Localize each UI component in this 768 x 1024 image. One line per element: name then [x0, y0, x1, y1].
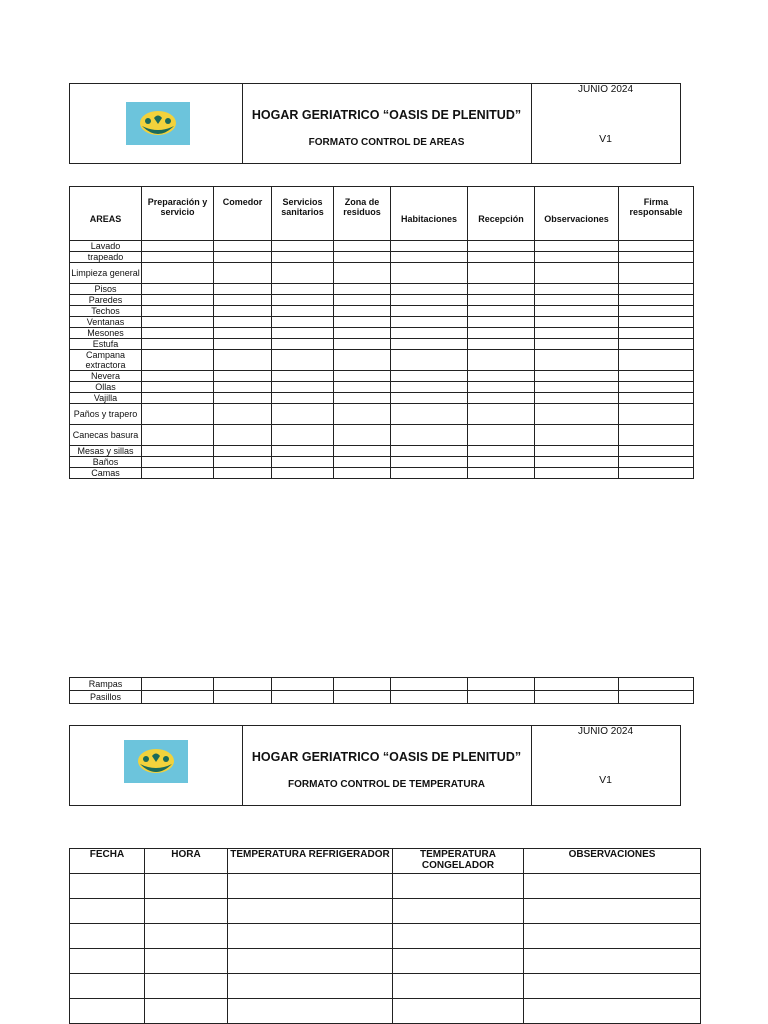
table-cell[interactable] — [272, 339, 334, 350]
col-observaciones: OBSERVACIONES — [524, 849, 701, 874]
table-cell[interactable] — [70, 924, 145, 949]
table-cell[interactable] — [468, 328, 535, 339]
col-hora: HORA — [145, 849, 228, 874]
table-cell[interactable] — [334, 263, 391, 284]
table-row — [70, 457, 694, 468]
title-cell — [242, 726, 532, 805]
table-cell[interactable] — [393, 924, 524, 949]
table-cell[interactable] — [228, 924, 393, 949]
table-cell[interactable] — [334, 457, 391, 468]
table-cell[interactable] — [145, 899, 228, 924]
table-cell[interactable] — [619, 382, 694, 393]
table-cell[interactable] — [142, 691, 214, 704]
table-cell[interactable] — [272, 252, 334, 263]
table-cell[interactable] — [214, 350, 272, 371]
table-cell[interactable] — [524, 949, 701, 974]
table-cell[interactable] — [468, 425, 535, 446]
table-cell[interactable] — [214, 295, 272, 306]
table-row — [70, 874, 701, 899]
table-cell[interactable] — [468, 446, 535, 457]
table-cell[interactable] — [334, 404, 391, 425]
table-cell[interactable] — [391, 425, 468, 446]
table-cell[interactable] — [391, 404, 468, 425]
table-cell[interactable] — [391, 339, 468, 350]
temperature-table — [69, 848, 701, 1024]
area-label: Pisos — [70, 284, 142, 295]
table-row — [70, 425, 694, 446]
table-cell[interactable] — [391, 468, 468, 479]
table-cell[interactable] — [142, 446, 214, 457]
table-cell[interactable] — [619, 328, 694, 339]
table-cell[interactable] — [145, 874, 228, 899]
table-cell[interactable] — [619, 425, 694, 446]
table-cell[interactable] — [214, 393, 272, 404]
table-cell[interactable] — [468, 691, 535, 704]
table-cell[interactable] — [391, 382, 468, 393]
table-cell[interactable] — [619, 263, 694, 284]
table-row — [70, 306, 694, 317]
meta-cell — [531, 726, 680, 805]
table-cell[interactable] — [391, 457, 468, 468]
table-cell[interactable] — [272, 328, 334, 339]
table-cell[interactable] — [468, 350, 535, 371]
table-cell[interactable] — [142, 317, 214, 328]
table-cell[interactable] — [142, 328, 214, 339]
table-cell[interactable] — [524, 924, 701, 949]
table-cell[interactable] — [535, 328, 619, 339]
table-cell[interactable] — [334, 468, 391, 479]
table-cell[interactable] — [468, 404, 535, 425]
table-cell[interactable] — [619, 295, 694, 306]
col-recepcion: Recepción — [468, 187, 535, 241]
table-cell[interactable] — [468, 317, 535, 328]
table-cell[interactable] — [142, 457, 214, 468]
table-cell[interactable] — [468, 295, 535, 306]
col-habitaciones: Habitaciones — [391, 187, 468, 241]
table-cell[interactable] — [214, 446, 272, 457]
table-cell[interactable] — [142, 468, 214, 479]
area-label: Paños y trapero — [70, 404, 142, 425]
table-cell[interactable] — [214, 371, 272, 382]
document-title: HOGAR GERIATRICO “OASIS DE PLENITUD” — [251, 750, 522, 764]
table-cell[interactable] — [393, 999, 524, 1024]
table-row — [70, 284, 694, 295]
table-cell[interactable] — [468, 252, 535, 263]
table-cell[interactable] — [535, 468, 619, 479]
table-cell[interactable] — [535, 371, 619, 382]
table-cell[interactable] — [334, 339, 391, 350]
table-cell[interactable] — [272, 678, 334, 691]
table-cell[interactable] — [393, 974, 524, 999]
table-cell[interactable] — [391, 317, 468, 328]
table-cell[interactable] — [70, 874, 145, 899]
table-cell[interactable] — [524, 874, 701, 899]
table-cell[interactable] — [391, 678, 468, 691]
table-cell[interactable] — [142, 382, 214, 393]
table-cell[interactable] — [145, 999, 228, 1024]
table-cell[interactable] — [214, 404, 272, 425]
table-cell[interactable] — [228, 874, 393, 899]
table-cell[interactable] — [142, 393, 214, 404]
areas-header-row — [70, 187, 694, 241]
table-cell[interactable] — [214, 252, 272, 263]
table-cell[interactable] — [619, 306, 694, 317]
table-cell[interactable] — [334, 678, 391, 691]
table-cell[interactable] — [468, 393, 535, 404]
table-cell[interactable] — [391, 241, 468, 252]
table-row — [70, 974, 701, 999]
table-cell[interactable] — [619, 678, 694, 691]
table-cell[interactable] — [468, 371, 535, 382]
table-row — [70, 404, 694, 425]
table-cell[interactable] — [142, 263, 214, 284]
table-cell[interactable] — [228, 899, 393, 924]
document-date: JUNIO 2024 — [577, 726, 634, 737]
col-servicios: Servicios sanitarios — [272, 187, 334, 241]
col-temp-refrigerador: TEMPERATURA REFRIGERADOR — [228, 849, 393, 874]
areas-table-continued — [69, 677, 694, 704]
table-cell[interactable] — [272, 382, 334, 393]
table-cell[interactable] — [334, 446, 391, 457]
document-subtitle: FORMATO CONTROL DE AREAS — [308, 137, 465, 148]
table-cell[interactable] — [619, 404, 694, 425]
document-title: HOGAR GERIATRICO “OASIS DE PLENITUD” — [251, 108, 522, 122]
table-cell[interactable] — [272, 691, 334, 704]
document-version: V1 — [599, 774, 612, 786]
table-cell[interactable] — [334, 691, 391, 704]
table-cell[interactable] — [272, 350, 334, 371]
table-cell[interactable] — [468, 306, 535, 317]
table-row — [70, 339, 694, 350]
table-cell[interactable] — [535, 306, 619, 317]
table-cell[interactable] — [214, 284, 272, 295]
table-cell[interactable] — [619, 350, 694, 371]
area-label: Mesas y sillas — [70, 446, 142, 457]
table-cell[interactable] — [619, 252, 694, 263]
logo-icon — [126, 102, 190, 145]
logo-cell — [70, 84, 243, 163]
table-cell[interactable] — [391, 350, 468, 371]
table-cell[interactable] — [524, 899, 701, 924]
table-row — [70, 350, 694, 371]
document-date: JUNIO 2024 — [577, 84, 634, 95]
table-cell[interactable] — [70, 949, 145, 974]
area-label: Campana extractora — [70, 350, 142, 371]
table-row — [70, 295, 694, 306]
table-cell[interactable] — [468, 263, 535, 284]
area-label: Camas — [70, 468, 142, 479]
table-cell[interactable] — [142, 252, 214, 263]
area-label: Paredes — [70, 295, 142, 306]
col-areas: AREAS — [70, 187, 142, 241]
table-cell[interactable] — [228, 949, 393, 974]
area-label: Vajilla — [70, 393, 142, 404]
temperature-header-row — [70, 849, 701, 874]
area-label: Limpieza general — [70, 263, 142, 284]
table-cell[interactable] — [391, 263, 468, 284]
table-cell[interactable] — [334, 328, 391, 339]
table-cell[interactable] — [391, 371, 468, 382]
table-cell[interactable] — [391, 446, 468, 457]
table-cell[interactable] — [145, 974, 228, 999]
area-label: Ventanas — [70, 317, 142, 328]
table-cell[interactable] — [391, 252, 468, 263]
table-cell[interactable] — [619, 339, 694, 350]
table-cell[interactable] — [142, 371, 214, 382]
header-temperatura — [69, 725, 681, 806]
col-firma: Firma responsable — [619, 187, 694, 241]
areas-table — [69, 186, 694, 479]
area-label: Rampas — [70, 678, 142, 691]
table-cell[interactable] — [619, 691, 694, 704]
table-cell[interactable] — [535, 263, 619, 284]
table-cell[interactable] — [214, 468, 272, 479]
table-cell[interactable] — [391, 284, 468, 295]
table-row — [70, 999, 701, 1024]
table-row — [70, 393, 694, 404]
table-cell[interactable] — [145, 949, 228, 974]
table-row — [70, 678, 694, 691]
table-cell[interactable] — [334, 425, 391, 446]
table-cell[interactable] — [535, 295, 619, 306]
area-label: Canecas basura — [70, 425, 142, 446]
table-row — [70, 691, 694, 704]
table-cell[interactable] — [468, 678, 535, 691]
table-cell[interactable] — [334, 393, 391, 404]
table-cell[interactable] — [214, 263, 272, 284]
table-cell[interactable] — [214, 457, 272, 468]
table-cell[interactable] — [214, 306, 272, 317]
table-cell[interactable] — [535, 284, 619, 295]
table-cell[interactable] — [145, 924, 228, 949]
table-cell[interactable] — [535, 350, 619, 371]
col-comedor: Comedor — [214, 187, 272, 241]
table-cell[interactable] — [334, 371, 391, 382]
table-cell[interactable] — [619, 393, 694, 404]
table-cell[interactable] — [142, 284, 214, 295]
area-label: trapeado — [70, 252, 142, 263]
table-cell[interactable] — [468, 339, 535, 350]
table-cell[interactable] — [272, 317, 334, 328]
area-label: Ollas — [70, 382, 142, 393]
table-row — [70, 241, 694, 252]
table-cell[interactable] — [334, 350, 391, 371]
table-cell[interactable] — [228, 999, 393, 1024]
table-cell[interactable] — [535, 678, 619, 691]
document-subtitle: FORMATO CONTROL DE TEMPERATURA — [287, 779, 486, 790]
table-row — [70, 328, 694, 339]
table-cell[interactable] — [272, 468, 334, 479]
table-cell[interactable] — [535, 457, 619, 468]
table-cell[interactable] — [535, 382, 619, 393]
table-cell[interactable] — [535, 241, 619, 252]
table-cell[interactable] — [272, 241, 334, 252]
area-label: Estufa — [70, 339, 142, 350]
col-residuos: Zona de residuos — [334, 187, 391, 241]
table-cell[interactable] — [272, 457, 334, 468]
table-cell[interactable] — [535, 252, 619, 263]
table-cell[interactable] — [334, 306, 391, 317]
table-cell[interactable] — [70, 899, 145, 924]
table-cell[interactable] — [214, 328, 272, 339]
area-label: Nevera — [70, 371, 142, 382]
table-cell[interactable] — [468, 382, 535, 393]
table-cell[interactable] — [214, 317, 272, 328]
table-cell[interactable] — [70, 999, 145, 1024]
table-row — [70, 252, 694, 263]
table-row — [70, 446, 694, 457]
col-preparacion: Preparación y servicio — [142, 187, 214, 241]
table-cell[interactable] — [70, 974, 145, 999]
title-cell — [242, 84, 532, 163]
table-cell[interactable] — [524, 974, 701, 999]
table-cell[interactable] — [228, 974, 393, 999]
table-cell[interactable] — [535, 425, 619, 446]
table-row — [70, 924, 701, 949]
table-row — [70, 317, 694, 328]
logo-icon — [124, 740, 188, 783]
area-label: Pasillos — [70, 691, 142, 704]
table-row — [70, 949, 701, 974]
table-cell[interactable] — [391, 295, 468, 306]
header-areas — [69, 83, 681, 164]
table-row — [70, 899, 701, 924]
col-observaciones: Observaciones — [535, 187, 619, 241]
table-cell[interactable] — [214, 678, 272, 691]
table-cell[interactable] — [334, 317, 391, 328]
table-cell[interactable] — [272, 306, 334, 317]
table-cell[interactable] — [334, 284, 391, 295]
document-version: V1 — [599, 133, 612, 145]
table-cell[interactable] — [272, 446, 334, 457]
area-label: Baños — [70, 457, 142, 468]
table-cell[interactable] — [619, 457, 694, 468]
table-cell[interactable] — [524, 999, 701, 1024]
col-temp-congelador: TEMPERATURA CONGELADOR — [393, 849, 524, 874]
table-cell[interactable] — [214, 691, 272, 704]
table-cell[interactable] — [535, 393, 619, 404]
table-cell[interactable] — [393, 949, 524, 974]
table-cell[interactable] — [334, 382, 391, 393]
table-cell[interactable] — [468, 468, 535, 479]
table-cell[interactable] — [334, 295, 391, 306]
table-cell[interactable] — [619, 446, 694, 457]
table-cell[interactable] — [535, 339, 619, 350]
table-cell[interactable] — [214, 241, 272, 252]
table-cell[interactable] — [535, 691, 619, 704]
table-cell[interactable] — [272, 284, 334, 295]
col-fecha: FECHA — [70, 849, 145, 874]
table-cell[interactable] — [393, 874, 524, 899]
table-cell[interactable] — [619, 284, 694, 295]
table-row — [70, 468, 694, 479]
table-row — [70, 263, 694, 284]
table-cell[interactable] — [535, 317, 619, 328]
table-cell[interactable] — [535, 404, 619, 425]
table-cell[interactable] — [142, 295, 214, 306]
table-cell[interactable] — [619, 317, 694, 328]
table-cell[interactable] — [142, 678, 214, 691]
table-row — [70, 371, 694, 382]
logo — [124, 740, 188, 783]
table-cell[interactable] — [142, 425, 214, 446]
table-cell[interactable] — [142, 339, 214, 350]
meta-cell — [531, 84, 680, 163]
table-cell[interactable] — [214, 339, 272, 350]
table-cell[interactable] — [272, 404, 334, 425]
table-cell[interactable] — [142, 404, 214, 425]
table-cell[interactable] — [334, 252, 391, 263]
table-cell[interactable] — [468, 241, 535, 252]
area-label: Lavado — [70, 241, 142, 252]
area-label: Techos — [70, 306, 142, 317]
table-cell[interactable] — [619, 468, 694, 479]
table-cell[interactable] — [468, 284, 535, 295]
table-cell[interactable] — [391, 328, 468, 339]
table-cell[interactable] — [391, 306, 468, 317]
table-cell[interactable] — [535, 446, 619, 457]
table-cell[interactable] — [142, 306, 214, 317]
table-cell[interactable] — [391, 393, 468, 404]
table-cell[interactable] — [142, 241, 214, 252]
logo-cell — [70, 726, 243, 805]
table-cell[interactable] — [142, 350, 214, 371]
table-cell[interactable] — [393, 899, 524, 924]
logo — [126, 102, 190, 145]
table-cell[interactable] — [391, 691, 468, 704]
table-cell[interactable] — [272, 425, 334, 446]
table-cell[interactable] — [214, 425, 272, 446]
table-cell[interactable] — [272, 295, 334, 306]
table-row — [70, 382, 694, 393]
table-cell[interactable] — [619, 371, 694, 382]
table-cell[interactable] — [334, 241, 391, 252]
table-cell[interactable] — [272, 393, 334, 404]
table-cell[interactable] — [272, 371, 334, 382]
table-cell[interactable] — [468, 457, 535, 468]
table-cell[interactable] — [272, 263, 334, 284]
area-label: Mesones — [70, 328, 142, 339]
table-cell[interactable] — [619, 241, 694, 252]
table-cell[interactable] — [214, 382, 272, 393]
